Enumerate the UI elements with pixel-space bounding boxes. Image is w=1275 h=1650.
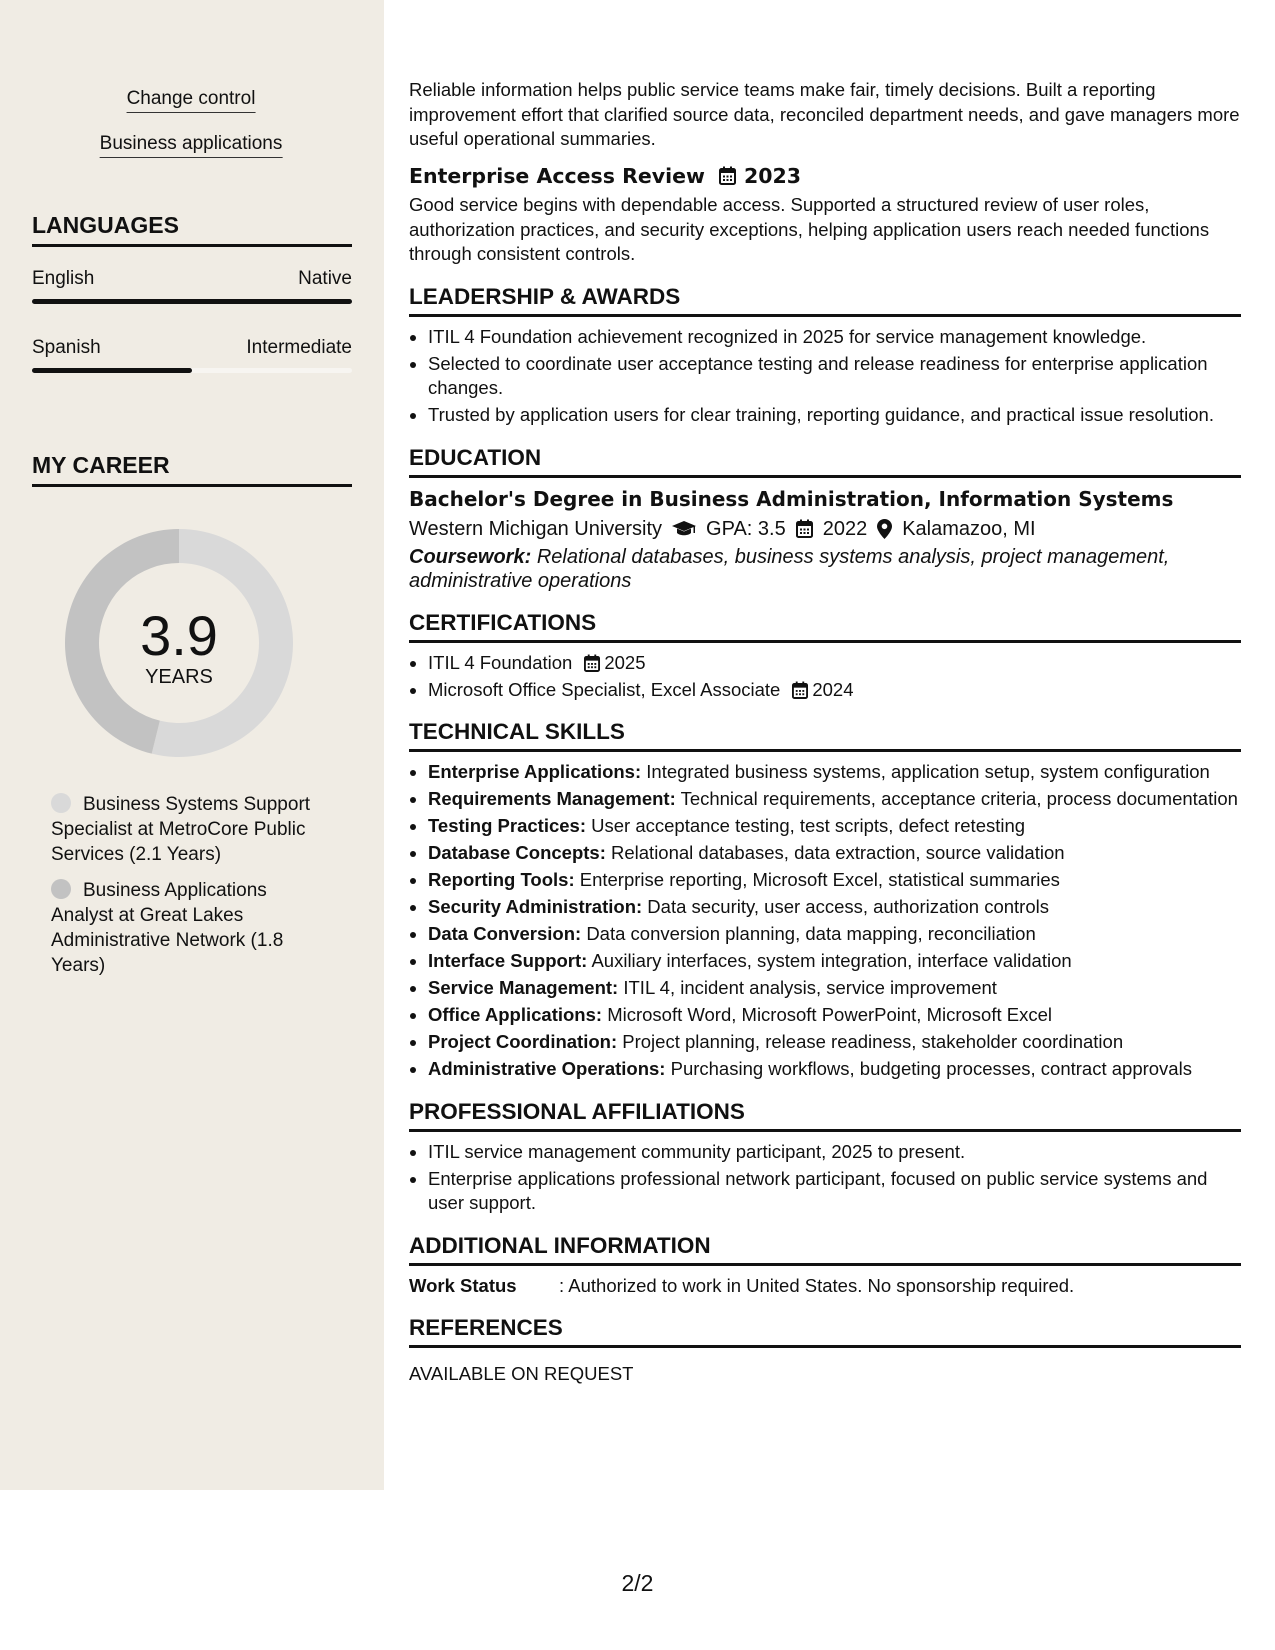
skill-item	[428, 1003, 1241, 1028]
certification-year: 2025	[604, 651, 646, 673]
skill-value: Technical requirements, acceptance criteria, process documentation	[680, 788, 1238, 809]
skill-item	[428, 976, 1241, 1001]
certification-item	[428, 678, 1241, 703]
skill-label: Requirements Management:	[428, 788, 676, 809]
work-status-label: Work Status	[409, 1274, 517, 1296]
language-level: Native	[298, 268, 352, 289]
skill-item	[428, 922, 1241, 947]
skill-item	[428, 760, 1241, 785]
career-dot	[51, 793, 71, 813]
project-title: Enterprise Access Review	[409, 163, 705, 188]
skill-label: Reporting Tools:	[428, 869, 575, 890]
skill-label: Interface Support:	[428, 950, 588, 971]
certifications-list	[409, 651, 1241, 703]
language-bar	[32, 368, 352, 373]
skill-label: Administrative Operations:	[428, 1058, 666, 1079]
list-item: • Selected to coordinate user acceptance testing and release readiness for enterprise application changes.	[428, 352, 1241, 401]
skill-value: Project planning, release readiness, stakeholder coordination	[622, 1031, 1124, 1052]
affiliations-list	[409, 1140, 1241, 1216]
main-content	[409, 78, 1241, 1387]
intro-text: Reliable information helps public service teams make fair, timely decisions. Built a reporting improvement effort that clarified source data, reconciled department needs, and gave managers more useful operational summaries.	[409, 79, 1240, 149]
skill-tag: Business applications	[100, 133, 283, 158]
section-heading-references: REFERENCES	[409, 1314, 1241, 1348]
degree-title: Bachelor's Degree in Business Administration, Information Systems	[409, 486, 1174, 511]
skill-item	[428, 949, 1241, 974]
school-name: Western Michigan University	[409, 517, 663, 540]
language-bar-fill	[32, 299, 352, 304]
skill-value: ITIL 4, incident analysis, service improvement	[623, 977, 997, 998]
career-heading: MY CAREER	[32, 452, 352, 487]
certification-name: • ITIL 4 Foundation	[428, 651, 573, 673]
skill-label: Service Management:	[428, 977, 619, 998]
career-item-text: Business Applications Analyst at Great Lakes Administrative Network (1.8 Years)	[51, 880, 284, 976]
skill-item	[428, 1057, 1241, 1082]
calendar-icon	[792, 681, 808, 699]
calendar-icon	[796, 519, 813, 538]
career-total-unit: YEARS	[145, 666, 213, 688]
languages-heading: LANGUAGES	[32, 212, 352, 247]
skill-item	[428, 841, 1241, 866]
career-total-value: 3.9	[140, 604, 218, 667]
skill-item	[428, 895, 1241, 920]
calendar-icon	[719, 166, 736, 185]
language-bar-fill	[32, 368, 192, 373]
skill-label: Security Administration:	[428, 896, 643, 917]
project-description: Good service begins with dependable access. Supported a structured review of user roles, authorization practices, and security exceptions, helping application users reach needed functions through consistent controls.	[409, 194, 1210, 264]
language-row	[32, 268, 352, 290]
graduation-year: 2022	[822, 517, 868, 540]
skill-tag: Change control	[127, 88, 256, 113]
project-title-row	[409, 164, 1241, 189]
skill-label: Enterprise Applications:	[428, 761, 642, 782]
language-bar	[32, 299, 352, 304]
certification-year: 2024	[812, 678, 854, 700]
career-donut-chart	[59, 523, 299, 763]
skill-item	[428, 868, 1241, 893]
gpa: GPA: 3.5	[706, 517, 786, 540]
skill-label: Database Concepts:	[428, 842, 606, 863]
section-heading-leadership: LEADERSHIP & AWARDS	[409, 283, 1241, 317]
section-heading-affiliations: PROFESSIONAL AFFILIATIONS	[409, 1098, 1241, 1132]
skill-value: Purchasing workflows, budgeting processes, contract approvals	[670, 1058, 1192, 1079]
skill-value: Microsoft Word, Microsoft PowerPoint, Microsoft Excel	[607, 1004, 1053, 1025]
career-item	[51, 792, 321, 867]
skill-value: Relational databases, data extraction, source validation	[611, 842, 1065, 863]
skill-item	[428, 787, 1241, 812]
skill-item	[428, 814, 1241, 839]
section-heading-certifications: CERTIFICATIONS	[409, 609, 1241, 643]
education-details	[409, 513, 1241, 545]
skill-label: Office Applications:	[428, 1004, 603, 1025]
graduation-cap-icon	[672, 521, 696, 537]
technical-skills-list	[409, 760, 1241, 1082]
coursework-label: Coursework:	[409, 545, 532, 568]
career-item	[51, 878, 321, 978]
certification-name: • Microsoft Office Specialist, Excel Associate	[428, 678, 781, 700]
section-heading-education: EDUCATION	[409, 444, 1241, 478]
skill-value: Auxiliary interfaces, system integration, interface validation	[591, 950, 1072, 971]
career-dot	[51, 879, 71, 899]
list-item: • Enterprise applications professional network participant, focused on public service systems and user support.	[428, 1167, 1241, 1216]
section-heading-technical-skills: TECHNICAL SKILLS	[409, 718, 1241, 752]
skill-value: Data security, user access, authorization controls	[647, 896, 1049, 917]
list-item: • Trusted by application users for clear training, reporting guidance, and practical issue resolution.	[428, 403, 1241, 428]
list-item: • ITIL service management community participant, 2025 to present.	[428, 1140, 1241, 1165]
list-item: • ITIL 4 Foundation achievement recognized in 2025 for service management knowledge.	[428, 325, 1241, 350]
career-item-text: Business Systems Support Specialist at MetroCore Public Services (2.1 Years)	[51, 794, 311, 865]
references-text: AVAILABLE ON REQUEST	[409, 1363, 634, 1384]
sidebar	[0, 0, 384, 1490]
coursework-list: Relational databases, business systems analysis, project management, administrative operations	[409, 545, 1170, 592]
certification-item	[428, 651, 1241, 676]
language-level: Intermediate	[246, 337, 352, 358]
section-heading-additional-info: ADDITIONAL INFORMATION	[409, 1232, 1241, 1266]
work-status-value: : Authorized to work in United States. No sponsorship required.	[559, 1274, 1075, 1296]
skill-label: Data Conversion:	[428, 923, 582, 944]
project-year: 2023	[744, 163, 802, 188]
language-row	[32, 337, 352, 359]
skill-value: Enterprise reporting, Microsoft Excel, statistical summaries	[579, 869, 1060, 890]
language-name: English	[32, 268, 95, 289]
leadership-list	[409, 325, 1241, 428]
skill-value: Integrated business systems, application setup, system configuration	[646, 761, 1210, 782]
location-pin-icon	[877, 519, 892, 539]
language-name: Spanish	[32, 337, 101, 358]
calendar-icon	[584, 654, 600, 672]
skill-value: Data conversion planning, data mapping, reconciliation	[586, 923, 1036, 944]
skill-value: User acceptance testing, test scripts, defect retesting	[591, 815, 1026, 836]
skill-item	[428, 1030, 1241, 1055]
skill-label: Project Coordination:	[428, 1031, 618, 1052]
skill-label: Testing Practices:	[428, 815, 586, 836]
work-status-row	[409, 1274, 1241, 1299]
school-location: Kalamazoo, MI	[902, 517, 1036, 540]
coursework	[409, 545, 1241, 593]
page-number: 2/2	[621, 1570, 654, 1596]
